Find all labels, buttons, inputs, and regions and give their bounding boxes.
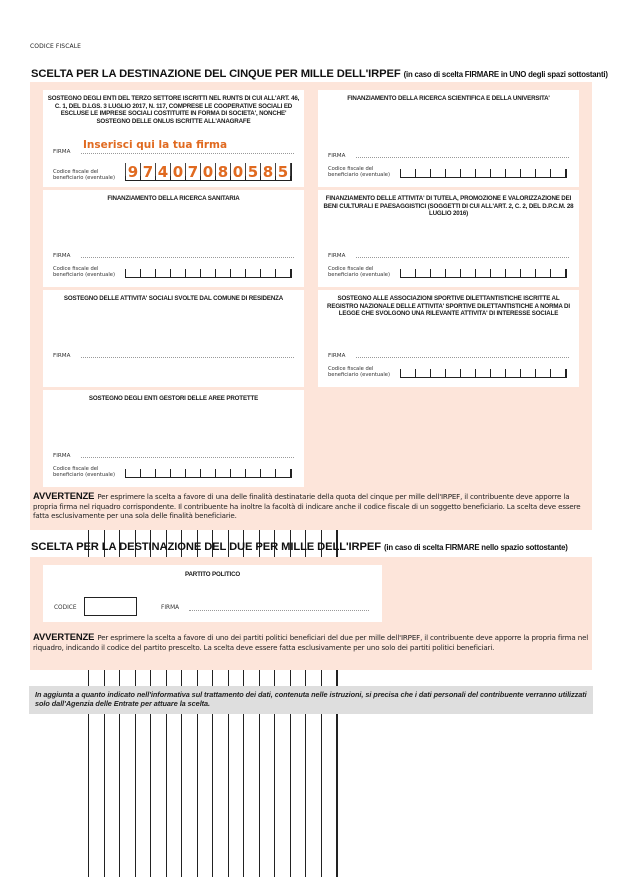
privacy-note: In aggiunta a quanto indicato nell'informativa sul trattamento dei dati, contenuta nelle istruzioni, si precisa che i dati personali del contribuente verranno utilizzati solo dall'Agenzia delle Entrate per attuare la scelta. xyxy=(29,686,593,714)
cf-label-line1: Codice fiscale del xyxy=(53,266,99,272)
cf-digit-cell[interactable] xyxy=(430,269,445,277)
cf-label-line2: beneficiario (eventuale) xyxy=(53,272,116,278)
cf-digit-cell[interactable] xyxy=(550,369,565,377)
cf-label-line2: beneficiario (eventuale) xyxy=(328,272,391,278)
cf-digit-cell[interactable] xyxy=(260,163,275,180)
signature-placeholder: Inserisci qui la tua firma xyxy=(83,139,228,151)
firma-label: FIRMA xyxy=(161,605,180,611)
cf-digit-cell[interactable] xyxy=(415,169,430,177)
cf-digit-cell[interactable] xyxy=(505,169,520,177)
cf-digit-cell[interactable] xyxy=(535,269,550,277)
firma-label: FIRMA xyxy=(328,253,346,259)
cf-digit-cell[interactable] xyxy=(415,269,430,277)
choice-card-aree-protette xyxy=(43,390,304,487)
firma-label: FIRMA xyxy=(53,149,71,155)
firma-row xyxy=(53,350,294,359)
cf-digit: 8 xyxy=(217,163,229,181)
cf-label-line1: Codice fiscale del xyxy=(328,366,374,372)
firma-label: FIRMA xyxy=(53,253,71,259)
cf-digit-cell[interactable] xyxy=(460,369,475,377)
cf-digit-cell[interactable] xyxy=(445,169,460,177)
cf-beneficiario-row xyxy=(53,163,292,181)
cf-digit-cell[interactable] xyxy=(565,369,567,377)
card-title: SOSTEGNO DELLE ATTIVITA' SOCIALI SVOLTE DAL COMUNE DI RESIDENZA xyxy=(63,295,284,302)
cf-beneficiario-row xyxy=(53,464,292,478)
cf-digit-cell[interactable] xyxy=(275,163,290,180)
cf-beneficiario-row xyxy=(328,264,567,278)
cf-beneficiario-input[interactable] xyxy=(125,163,292,181)
firma-label: FIRMA xyxy=(328,153,346,159)
cf-beneficiario-row xyxy=(328,364,567,378)
cinque-per-mille-avvertenze xyxy=(33,491,589,521)
cf-digit: 0 xyxy=(202,163,214,181)
cf-label-line2: beneficiario (eventuale) xyxy=(328,372,391,378)
cf-digit-cell[interactable] xyxy=(520,269,535,277)
firma-row xyxy=(328,250,569,259)
due-per-mille-panel xyxy=(30,557,592,670)
cf-digit-cell[interactable] xyxy=(460,269,475,277)
firma-signature-field[interactable] xyxy=(81,139,294,154)
cf-beneficiario-label xyxy=(328,266,400,278)
cf-digit-cell[interactable] xyxy=(230,269,245,277)
cf-digit: 5 xyxy=(277,163,289,181)
cf-digit-cell[interactable] xyxy=(565,169,567,177)
cf-beneficiario-row xyxy=(53,264,292,278)
cf-beneficiario-row xyxy=(328,164,567,178)
cf-digit-cell[interactable] xyxy=(140,163,155,180)
cf-digit-cell[interactable] xyxy=(185,469,200,477)
avvertenze-text: Per esprimere la scelta a favore di una delle finalità destinatarie della quota del cinque per mille dell'IRPEF, il contribuente deve apporre la propria firma nel riquadro corrispondente. Il contribuente ha inoltre la facoltà di indicare anche il codice fiscale di un soggetto beneficiario. La scelta deve essere fatta esclusivamente per una sola delle finalità beneficiarie. xyxy=(33,492,581,521)
firma-row xyxy=(53,250,294,259)
cf-digit-cell[interactable] xyxy=(400,269,415,277)
cf-digit-cell[interactable] xyxy=(185,269,200,277)
cf-digit-cell[interactable] xyxy=(445,369,460,377)
firma-label: FIRMA xyxy=(53,353,71,359)
cf-digit-cell[interactable] xyxy=(260,469,275,477)
cf-digit-cell[interactable] xyxy=(140,469,155,477)
cf-label-line2: beneficiario (eventuale) xyxy=(53,472,116,478)
codice-partito-input[interactable] xyxy=(84,597,137,616)
firma-signature-field[interactable] xyxy=(356,150,569,158)
card-title: FINANZIAMENTO DELLA RICERCA SANITARIA xyxy=(107,195,240,202)
cf-beneficiario-input[interactable] xyxy=(400,364,567,378)
firma-signature-field[interactable] xyxy=(81,450,294,458)
cf-digit-cell[interactable] xyxy=(185,163,200,180)
choice-card-ricerca-sanitaria xyxy=(43,190,304,287)
cf-digit-cell[interactable] xyxy=(230,469,245,477)
cf-digit-cell[interactable] xyxy=(475,169,490,177)
cf-digit: 9 xyxy=(127,163,139,181)
firma-signature-field[interactable] xyxy=(356,250,569,258)
cf-digit-cell-end xyxy=(290,163,292,180)
cinque-per-mille-panel xyxy=(30,82,592,530)
cf-digit-cell[interactable] xyxy=(505,269,520,277)
cf-digit-cell[interactable] xyxy=(125,469,140,477)
avvertenze-label: AVVERTENZE xyxy=(33,490,95,501)
firma-signature-field[interactable] xyxy=(81,350,294,358)
avvertenze-label: AVVERTENZE xyxy=(33,631,95,642)
codice-label: CODICE xyxy=(54,605,77,611)
choice-card-comune-residenza xyxy=(43,290,304,387)
cf-beneficiario-label xyxy=(53,169,125,181)
card-title: FINANZIAMENTO DELLA RICERCA SCIENTIFICA E DELLA UNIVERSITA' xyxy=(347,95,550,102)
cf-digit-cell[interactable] xyxy=(445,269,460,277)
due-per-mille-avvertenze xyxy=(33,632,589,652)
cf-digit-cell[interactable] xyxy=(490,369,505,377)
firma-row xyxy=(53,139,294,155)
cf-beneficiario-label xyxy=(53,266,125,278)
cf-digit-cell[interactable] xyxy=(505,369,520,377)
cf-label-line2: beneficiario (eventuale) xyxy=(328,172,391,178)
firma-row xyxy=(328,350,569,359)
avvertenze-text: Per esprimere la scelta a favore di uno dei partiti politici beneficiari del due per mille dell'IRPEF, il contribuente deve apporre la propria firma nel riquadro, indicando il codice del partito prescelto. La scelta deve essere fatta esclusivamente per uno solo dei partiti politici beneficiari. xyxy=(33,633,589,652)
card-title: SOSTEGNO DEGLI ENTI GESTORI DELLE AREE PROTETTE xyxy=(88,395,259,402)
cf-digit-cell[interactable] xyxy=(275,269,290,277)
cf-digit-cell[interactable] xyxy=(400,369,415,377)
cf-digit-cell[interactable] xyxy=(125,269,140,277)
cf-digit-cell[interactable] xyxy=(415,369,430,377)
cf-digit-cell[interactable] xyxy=(535,169,550,177)
cf-digit-cell[interactable] xyxy=(290,469,292,477)
firma-row xyxy=(328,150,569,159)
cf-digit-cell[interactable] xyxy=(170,469,185,477)
cf-label-line2: beneficiario (eventuale) xyxy=(53,175,116,181)
cf-digit: 0 xyxy=(172,163,184,181)
cf-digit-cell[interactable] xyxy=(215,163,230,180)
cf-digit-cell[interactable] xyxy=(245,269,260,277)
due-per-mille-subtitle: (in caso di scelta FIRMARE nello spazio sottostante) xyxy=(384,543,568,552)
cf-digit: 8 xyxy=(262,163,274,181)
cf-digit-cell[interactable] xyxy=(475,269,490,277)
cf-digit-cell[interactable] xyxy=(520,369,535,377)
due-per-mille-title-text: SCELTA PER LA DESTINAZIONE DEL DUE PER MILLE DELL'IRPEF xyxy=(31,541,381,553)
cf-digit-cell[interactable] xyxy=(490,169,505,177)
card-title: PARTITO POLITICO xyxy=(184,571,241,578)
cf-digit-cell[interactable] xyxy=(125,163,140,180)
cf-digit-cell[interactable] xyxy=(200,269,215,277)
due-per-mille-title xyxy=(31,541,568,553)
firma-signature-field[interactable] xyxy=(81,250,294,258)
firma-label: FIRMA xyxy=(328,353,346,359)
cf-digit-cell[interactable] xyxy=(155,163,170,180)
partito-politico-card xyxy=(43,565,382,622)
cf-beneficiario-label xyxy=(328,366,400,378)
cf-digit-cell[interactable] xyxy=(520,169,535,177)
cf-digit: 4 xyxy=(157,163,169,181)
cf-beneficiario-input[interactable] xyxy=(125,264,292,278)
cinque-per-mille-title xyxy=(31,68,608,80)
firma-signature-field[interactable] xyxy=(189,604,369,611)
cf-digit-cell[interactable] xyxy=(260,269,275,277)
firma-row xyxy=(53,450,294,459)
cf-digit-cell[interactable] xyxy=(490,269,505,277)
cf-digit-cell[interactable] xyxy=(200,163,215,180)
cf-digit-cell[interactable] xyxy=(200,469,215,477)
cf-digit-cell[interactable] xyxy=(430,169,445,177)
cf-digit: 7 xyxy=(142,163,154,181)
cf-digit-cell[interactable] xyxy=(550,169,565,177)
cf-beneficiario-input[interactable] xyxy=(125,464,292,478)
firma-label: FIRMA xyxy=(53,453,71,459)
cf-label-line1: Codice fiscale del xyxy=(53,466,99,472)
cf-digit-cell[interactable] xyxy=(275,469,290,477)
cinque-per-mille-title-text: SCELTA PER LA DESTINAZIONE DEL CINQUE PER MILLE DELL'IRPEF xyxy=(31,68,401,80)
cf-label-line1: Codice fiscale del xyxy=(328,166,374,172)
cf-digit-cell[interactable] xyxy=(155,269,170,277)
cf-digit-cell[interactable] xyxy=(215,469,230,477)
cf-digit-cell[interactable] xyxy=(565,269,567,277)
cf-label-line1: Codice fiscale del xyxy=(53,169,99,175)
cf-digit-cell[interactable] xyxy=(140,269,155,277)
cf-digit-cell[interactable] xyxy=(245,469,260,477)
choice-card-beni-culturali xyxy=(318,190,579,287)
cf-digit-cell[interactable] xyxy=(215,269,230,277)
cf-digit-cell[interactable] xyxy=(550,269,565,277)
cf-digit-cell[interactable] xyxy=(155,469,170,477)
cf-beneficiario-input[interactable] xyxy=(400,264,567,278)
cf-digit-cell[interactable] xyxy=(245,163,260,180)
firma-signature-field[interactable] xyxy=(356,350,569,358)
cf-digit: 5 xyxy=(247,163,259,181)
cf-beneficiario-label xyxy=(328,166,400,178)
cf-digit-cell[interactable] xyxy=(400,169,415,177)
cf-digit-cell[interactable] xyxy=(430,369,445,377)
cf-digit-cell[interactable] xyxy=(170,163,185,180)
cf-digit: 7 xyxy=(187,163,199,181)
cinque-per-mille-subtitle: (in caso di scelta FIRMARE in UNO degli spazi sottostanti) xyxy=(403,70,608,79)
codice-fiscale-label: CODICE FISCALE xyxy=(30,43,82,50)
cf-digit-cell[interactable] xyxy=(475,369,490,377)
cf-digit-cell[interactable] xyxy=(460,169,475,177)
choice-card-terzo-settore xyxy=(43,90,304,187)
choice-card-ricerca-scientifica xyxy=(318,90,579,187)
cf-digit-cell[interactable] xyxy=(230,163,245,180)
choice-card-associazioni-sportive xyxy=(318,290,579,387)
card-title: SOSTEGNO ALLE ASSOCIAZIONI SPORTIVE DILETTANTISTICHE ISCRITTE AL REGISTRO NAZIONALE DELLE ATTIVITA' SPORTIVE DILETTANTISTICHE A NORMA DI LEGGE CHE SVOLGONO UNA RILEVANTE ATTIVITA' DI INTERESSE SOCIALE xyxy=(327,295,570,318)
card-title: SOSTEGNO DEGLI ENTI DEL TERZO SETTORE ISCRITTI NEL RUNTS DI CUI ALL'ART. 46, C. 1, DEL D.LGS. 3 LUGLIO 2017, N. 117, COMPRESE LE COOPERATIVE SOCIALI ED ESCLUSE LE IMPRESE SOCIALI COSTITUITE IN FORMA DI SOCIETA', NONCHE' SOSTEGNO DELLE ONLUS ISCRITTE ALL'ANAGRAFE xyxy=(47,95,300,125)
cf-digit-cell[interactable] xyxy=(535,369,550,377)
cf-beneficiario-label xyxy=(53,466,125,478)
cf-digit: 0 xyxy=(232,163,244,181)
cf-label-line1: Codice fiscale del xyxy=(328,266,374,272)
cf-digit-cell[interactable] xyxy=(170,269,185,277)
card-title: FINANZIAMENTO DELLE ATTIVITA' DI TUTELA, PROMOZIONE E VALORIZZAZIONE DEI BENI CULTURALI E PAESAGGISTICI (SOGGETTI DI CUI ALL'ART. 2, C. 2, DEL D.P.C.M. 28 LUGLIO 2016) xyxy=(323,195,574,218)
cf-beneficiario-input[interactable] xyxy=(400,164,567,178)
cf-digit-cell[interactable] xyxy=(290,269,292,277)
